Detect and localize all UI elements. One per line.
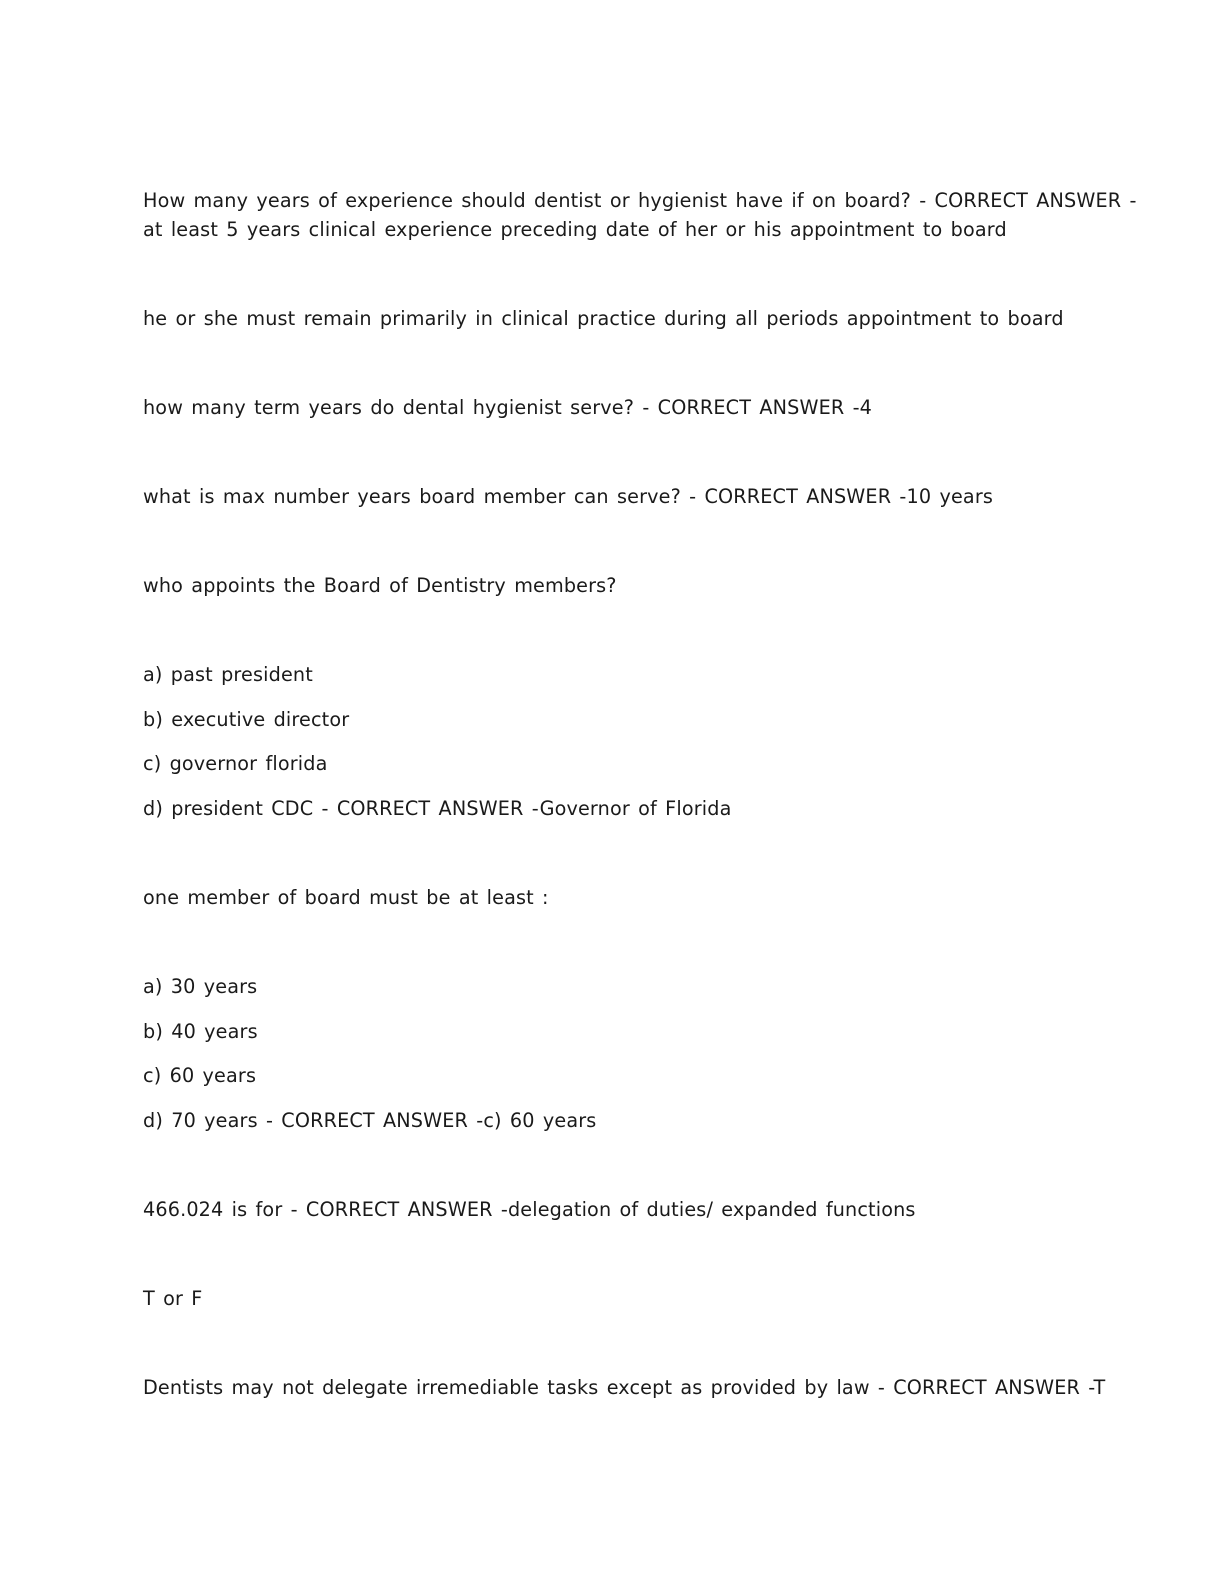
question-board-experience: How many years of experience should dentist or hygienist have if on board? - CORRECT ANSWER - xyxy=(143,189,1137,212)
option-b-40-years: b) 40 years xyxy=(143,1020,258,1043)
option-d-70-years: d) 70 years - CORRECT ANSWER -c) 60 years xyxy=(143,1109,597,1132)
board-clinical-practice-note: he or she must remain primarily in clinical practice during all periods appointment to board xyxy=(143,307,1064,330)
option-d-president-cdc: d) president CDC - CORRECT ANSWER -Governor of Florida xyxy=(143,797,732,820)
answer-board-experience: at least 5 years clinical experience preceding date of her or his appointment to board xyxy=(143,218,1007,241)
option-a-past-president: a) past president xyxy=(143,663,313,686)
option-a-30-years: a) 30 years xyxy=(143,975,258,998)
question-irremediable-tasks: Dentists may not delegate irremediable tasks except as provided by law - CORRECT ANSWER -T xyxy=(143,1376,1106,1399)
question-who-appoints: who appoints the Board of Dentistry members? xyxy=(143,574,617,597)
true-false-heading: T or F xyxy=(143,1287,203,1310)
option-b-executive-director: b) executive director xyxy=(143,708,350,731)
question-466-024: 466.024 is for - CORRECT ANSWER -delegation of duties/ expanded functions xyxy=(143,1198,916,1221)
option-c-60-years: c) 60 years xyxy=(143,1064,257,1087)
question-hygienist-term: how many term years do dental hygienist serve? - CORRECT ANSWER -4 xyxy=(143,396,873,419)
question-max-years: what is max number years board member can serve? - CORRECT ANSWER -10 years xyxy=(143,485,994,508)
question-member-age: one member of board must be at least : xyxy=(143,886,549,909)
option-c-governor-florida: c) governor florida xyxy=(143,752,328,775)
